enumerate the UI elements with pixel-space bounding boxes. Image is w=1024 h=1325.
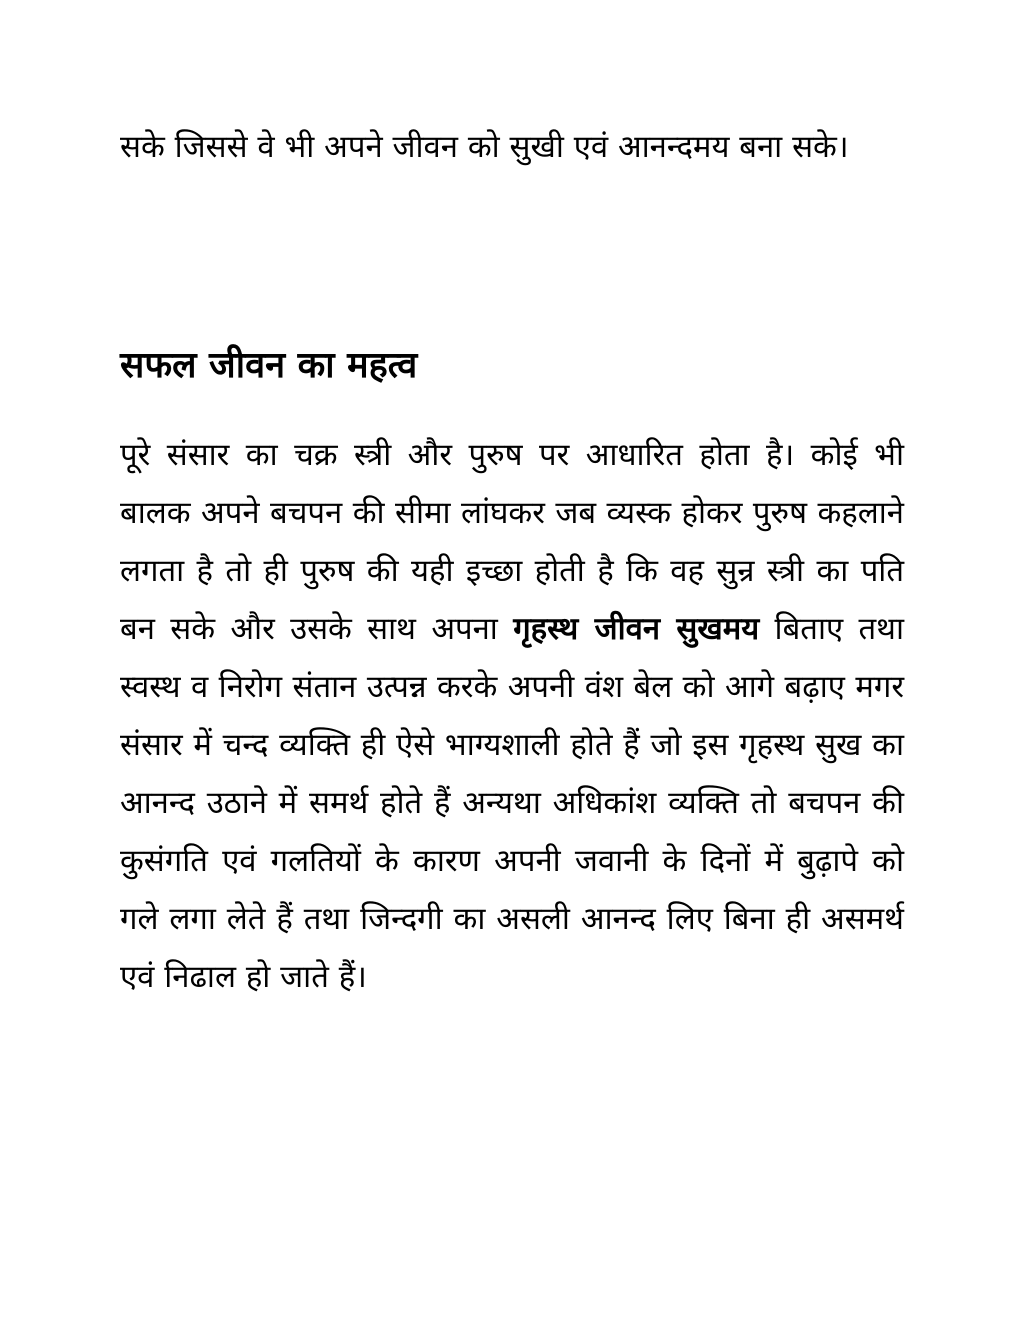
body-paragraph-bold-phrase: गृहस्थ जीवन सुखमय [513, 611, 760, 647]
intro-paragraph: सके जिससे वे भी अपने जीवन को सुखी एवं आनन्दमय बना सके। [120, 129, 849, 165]
document-page [120, 118, 904, 1006]
body-paragraph-part2: बिताए तथा स्वस्थ व निरोग संतान उत्पन्न करके अपनी वंश बेल को आगे बढ़ाए मगर संसार में चन्द व्यक्ति ही ऐसे भाग्यशाली होते हैं जो इस गृहस्थ सुख का आनन्द उठाने में समर्थ होते हैं अन्यथा अधिकांश व्यक्ति तो बचपन की कुसंगति एवं गलतियों के कारण अपनी जवानी के दिनों में बुढ़ापे को गले लगा लेते हैं तथा जिन्दगी का असली आनन्द लिए बिना ही असमर्थ एवं निढाल हो जाते हैं। [120, 611, 904, 995]
body-paragraph-part1: पूरे संसार का चक्र स्त्री और पुरुष पर आधारित होता है। कोई भी बालक अपने बचपन की सीमा लांघकर जब व्यस्क होकर पुरुष कहलाने लगता है तो ही पुरुष की यही इच्छा होती है कि वह सुन्र स्त्री का पति बन सके और उसके साथ अपना [120, 437, 904, 647]
body-paragraph [120, 426, 904, 1006]
section-heading: सफल जीवन का महत्व [120, 345, 418, 386]
